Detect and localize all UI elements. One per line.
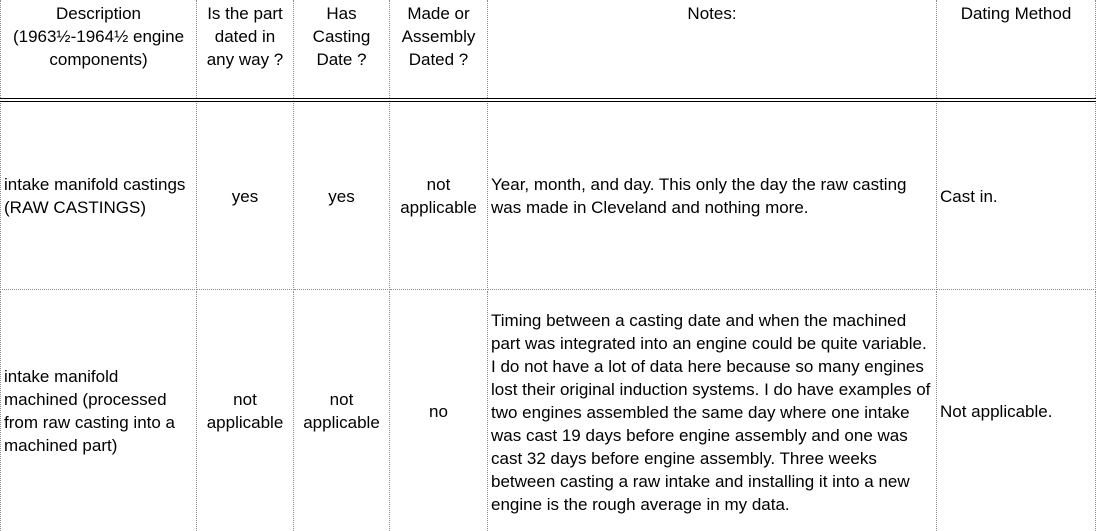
row1-casting-date-cell[interactable] — [294, 103, 390, 290]
row2-casting-date-cell[interactable] — [294, 291, 390, 531]
header-dating-method[interactable] — [937, 0, 1096, 98]
header-divider-top — [0, 98, 1096, 99]
header-part-dated-text: Is the part dated in any way ? — [206, 4, 284, 69]
row2-description: intake manifold machined (processed from raw casting into a machined part) — [4, 367, 176, 455]
row2-casting-date: not applicable — [303, 390, 380, 432]
row2-description-cell[interactable] — [0, 291, 197, 531]
row1-description-cell[interactable] — [0, 103, 197, 290]
row1-dating-method-cell[interactable] — [937, 103, 1096, 290]
row2-part-dated: not applicable — [206, 390, 284, 432]
row1-assembly-dated-cell[interactable] — [390, 103, 488, 290]
header-part-dated[interactable] — [197, 0, 294, 98]
row2-dating-method: Not applicable. — [940, 401, 1053, 421]
header-description[interactable] — [0, 0, 197, 98]
header-casting-date[interactable] — [294, 0, 390, 98]
row2-assembly-dated-cell[interactable] — [390, 291, 488, 531]
header-dating-method-text: Dating Method — [960, 4, 1072, 23]
header-notes[interactable] — [488, 0, 937, 98]
row1-dating-method: Cast in. — [940, 186, 998, 206]
header-casting-date-text: Has Casting Date ? — [312, 4, 371, 69]
row2-assembly-dated: no — [429, 401, 448, 421]
row1-part-dated: yes — [231, 186, 259, 206]
row2-notes: Timing between a casting date and when the machined part was integrated into an engine could be quite variable. I do not have a lot of data here because so many engines lost their original induction systems. I do have examples of two engines assembled the same day where one intake was cast 19 days before engine assembly and one was cast 32 days before engine assembly. Three weeks between casting a raw intake and installing it into a new engine is the rough average in my data. — [491, 311, 931, 514]
row1-notes: Year, month, and day. This only the day the raw casting was made in Cleveland and nothing more. — [491, 175, 907, 217]
header-assembly-dated-text: Made or Assembly Dated ? — [401, 4, 476, 69]
row2-dating-method-cell[interactable] — [937, 291, 1096, 531]
row1-description: intake manifold castings (RAW CASTINGS) — [4, 175, 186, 217]
header-description-text: Description (1963½-1964½ engine components) — [12, 4, 185, 69]
row2-part-dated-cell[interactable] — [197, 291, 294, 531]
row1-part-dated-cell[interactable] — [197, 103, 294, 290]
row2-notes-cell[interactable] — [488, 291, 937, 531]
header-notes-text: Notes: — [687, 4, 737, 23]
header-divider-bottom — [0, 101, 1096, 102]
row1-notes-cell[interactable] — [488, 103, 937, 290]
header-assembly-dated[interactable] — [390, 0, 488, 98]
row1-assembly-dated: not applicable — [400, 175, 477, 217]
row1-casting-date: yes — [328, 186, 355, 206]
